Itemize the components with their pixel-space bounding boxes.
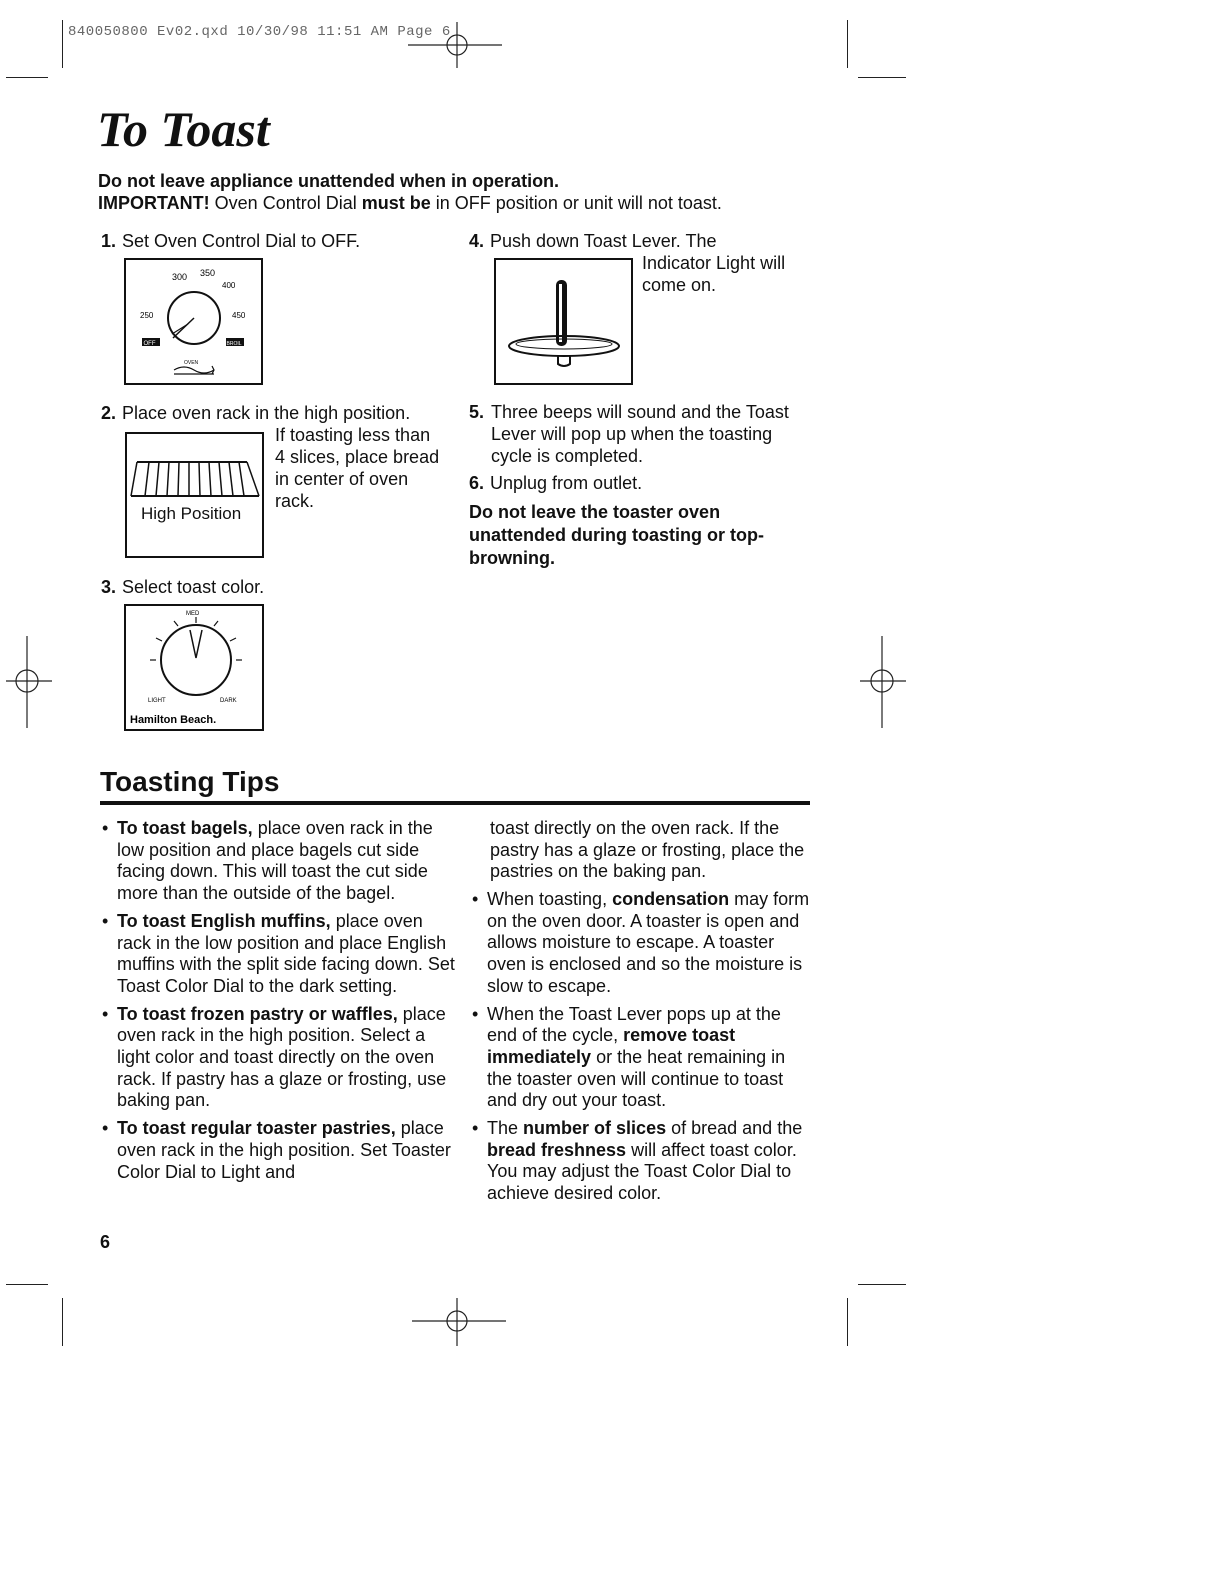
list-item: • The number of slices of bread and the bread freshness will affect toast color. You may adjust the Toast Color Dial to achieve desired color.: [472, 1118, 803, 1204]
tip-text: will affect toast color. You may adjust the Toast Color Dial to achieve desired color.: [487, 1139, 797, 1204]
crop-mark: [858, 77, 906, 78]
tip-text: or the heat remaining in the toaster oven will continue to toast and dry out your toast.: [487, 1046, 786, 1111]
page-number: 6: [100, 1232, 111, 1252]
tip-bold: To toast frozen pastry or waffles,: [117, 1003, 398, 1024]
step-number: 2.: [101, 403, 117, 423]
important-label: IMPORTANT!: [98, 193, 210, 213]
brand-label: Hamilton Beach.: [130, 714, 217, 726]
tip-text: of bread and the: [671, 1118, 803, 1139]
tips-right-column: [470, 889, 815, 1211]
tip-bold: To toast English muffins,: [117, 910, 331, 931]
page-title: To Toast: [97, 101, 270, 157]
registration-mark-bottom: [408, 1296, 508, 1348]
tip-text: When the Toast Lever pops up at the end of the cycle,: [487, 1003, 781, 1046]
step-1: [101, 230, 360, 252]
toast-lever-figure: [494, 258, 633, 385]
tip-text: place oven rack in the high position. Set Toaster Color Dial to Light and: [117, 1118, 451, 1182]
tip-text: place oven rack in the low position and place bagels cut side facing down. This will toast the cut side more than the outside of the bagel.: [117, 818, 433, 904]
off-label: OFF: [143, 341, 156, 347]
list-item: • When the Toast Lever pops up at the end of the cycle, remove toast immediately or the heat remaining in the toaster oven will continue to toast and dry out your toast.: [472, 1003, 786, 1111]
step-number: 4.: [469, 231, 485, 251]
crop-mark: [847, 1298, 848, 1346]
crop-mark: [847, 20, 848, 68]
final-warning: Do not leave the toaster oven unattended during toasting or top-browning.: [469, 502, 764, 568]
toast-color-dial-figure: [124, 604, 264, 731]
step-number: 3.: [101, 577, 117, 597]
step-6: [469, 472, 642, 494]
tip-text: The: [487, 1118, 519, 1139]
step-5: [469, 401, 799, 467]
tips-left-column: [100, 818, 455, 1189]
oven-dial-figure: [124, 258, 263, 385]
oven-dial-drawing: [126, 260, 261, 383]
tip-bold: To toast bagels,: [117, 818, 253, 838]
rack-caption: High Position: [141, 504, 242, 523]
rack-position-figure: [125, 432, 264, 558]
step-text: Select toast color.: [122, 577, 265, 597]
step-text: Push down Toast Lever. The: [490, 231, 717, 251]
registration-mark-top: [408, 16, 508, 68]
color-dial-drawing: [126, 606, 262, 729]
step-2: [101, 402, 410, 424]
slug-line: 840050800 Ev02.qxd 10/30/98 11:51 AM Page 6: [68, 24, 451, 40]
section-heading: Toasting Tips: [100, 766, 280, 797]
temp-400-label: 400: [222, 281, 236, 290]
important-emph: must be: [361, 193, 431, 213]
temp-250-label: 250: [140, 311, 154, 320]
step-number: 6.: [469, 473, 485, 493]
section-rule: [100, 801, 810, 805]
broil-label: BROIL: [226, 341, 242, 347]
list-item: • To toast English muffins, place oven rack in the low position and place English muffins with the split side facing down. Set Toast Color Dial to the dark setting.: [102, 910, 455, 996]
tip-text: place oven rack in the high position. Select a light color and toast directly on the oven rack. If pastry has a glaze or frosting, use baking pan.: [117, 1003, 447, 1111]
registration-mark-right: [858, 634, 910, 730]
tip-bold: condensation: [612, 889, 730, 909]
tip-text: place oven rack in the low position and place English muffins with the split side facing down. Set Toast Color Dial to the dark setting.: [117, 910, 455, 996]
step-text: Three beeps will sound and the Toast Lever will pop up when the toasting cycle is completed.: [491, 402, 789, 466]
step-4: [469, 230, 717, 252]
step-4-side-note: Indicator Light will come on.: [642, 253, 786, 295]
crop-mark: [6, 77, 48, 78]
step-text: Set Oven Control Dial to OFF.: [122, 231, 361, 251]
step-2-side-note: If toasting less than 4 slices, place bread in center of oven rack.: [275, 425, 440, 511]
list-item: • When toasting, condensation may form on the oven door. A toaster is open and allows moisture to escape. A toaster oven is enclosed and so the moisture is slow to escape.: [472, 889, 810, 996]
oven-label: OVEN: [184, 360, 199, 366]
list-item: • To toast frozen pastry or waffles, place oven rack in the high position. Select a light color and toast directly on the oven rack. If pastry has a glaze or frosting, use baking pan.: [102, 1003, 447, 1111]
step-3: [101, 576, 264, 598]
med-label: MED: [186, 611, 200, 617]
important-post: in OFF position or unit will not toast.: [435, 193, 722, 213]
step-text: Place oven rack in the high position.: [122, 403, 411, 423]
tip-bold: To toast regular toaster pastries,: [117, 1118, 396, 1139]
registration-mark-left: [4, 634, 54, 730]
warning-text: Do not leave appliance unattended when in operation.: [98, 171, 560, 191]
tip-bold: bread freshness: [487, 1139, 627, 1160]
crop-mark: [858, 1284, 906, 1285]
tip-text: When toasting,: [487, 889, 608, 909]
step-text: Unplug from outlet.: [490, 473, 643, 493]
tip-continuation: toast directly on the oven rack. If the pastry has a glaze or frosting, place the pastries on the baking pan.: [490, 818, 805, 882]
list-item: • To toast bagels, place oven rack in the low position and place bagels cut side facing down. This will toast the cut side more than the outside of the bagel.: [102, 818, 433, 904]
list-item: • To toast regular toaster pastries, place oven rack in the high position. Set Toaster Color Dial to Light and: [102, 1118, 451, 1182]
step-number: 1.: [101, 231, 117, 251]
important-pre: Oven Control Dial: [214, 193, 357, 213]
lever-drawing: [496, 260, 631, 383]
temp-350-label: 350: [200, 268, 216, 278]
tip-bold: remove toast immediately: [487, 1025, 736, 1067]
crop-mark: [62, 1298, 63, 1346]
tip-text: may form on the oven door. A toaster is open and allows moisture to escape. A toaster oven is enclosed and so the moisture is slow to escape.: [487, 889, 810, 996]
important-note: [98, 192, 722, 214]
dark-label: DARK: [220, 698, 237, 704]
crop-mark: [62, 20, 63, 68]
crop-mark: [6, 1284, 48, 1285]
step-number: 5.: [469, 402, 485, 422]
temp-300-label: 300: [172, 272, 188, 282]
temp-450-label: 450: [232, 311, 246, 320]
tip-bold: number of slices: [523, 1118, 667, 1139]
light-label: LIGHT: [148, 698, 166, 704]
